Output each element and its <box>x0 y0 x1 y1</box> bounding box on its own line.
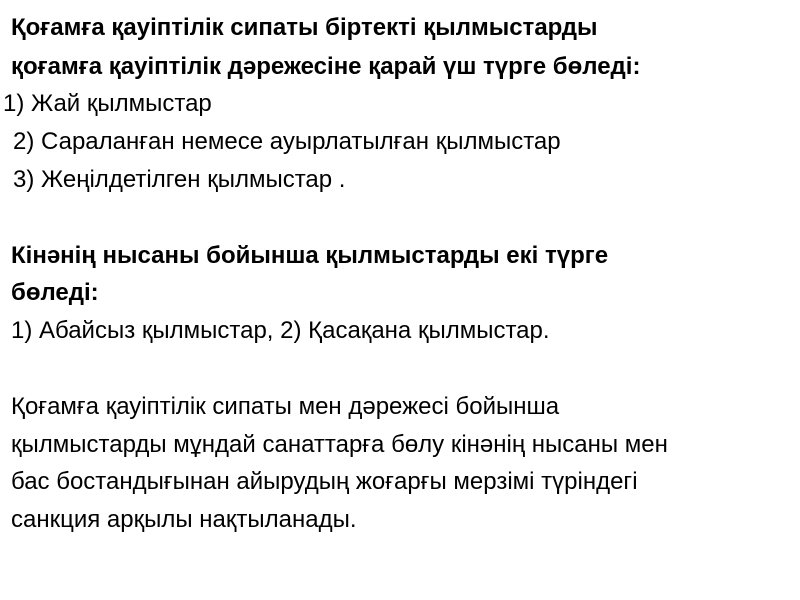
section1-heading-line1: Қоғамға қауіптілік сипаты біртекті қылмыстарды <box>11 14 598 41</box>
section3-line1: Қоғамға қауіптілік сипаты мен дәрежесі бойынша <box>11 393 560 420</box>
section2-heading-line2: бөледі: <box>11 279 99 306</box>
section2-heading-line1: Кінәнің нысаны бойынша қылмыстарды екі түрге <box>11 242 609 269</box>
section1-heading-line2: қоғамға қауіптілік дәрежесіне қарай үш түрге бөледі: <box>11 53 641 80</box>
section2-items-line: 1) Абайсыз қылмыстар, 2) Қасақана қылмыстар. <box>11 317 550 344</box>
list-item-aggravated-crimes: 2) Сараланған немесе ауырлатылған қылмыстар <box>13 128 561 155</box>
list-item-simple-crimes: 1) Жай қылмыстар <box>3 90 212 117</box>
section3-line3: бас бостандығынан айырудың жоғарғы мерзімі түріндегі <box>11 468 638 495</box>
section3-line2: қылмыстарды мұндай санаттарға бөлу кінәнің нысаны мен <box>11 431 668 458</box>
list-item-mitigated-crimes: 3) Жеңілдетілген қылмыстар . <box>13 166 346 193</box>
section3-line4: санкция арқылы нақтыланады. <box>11 506 357 533</box>
